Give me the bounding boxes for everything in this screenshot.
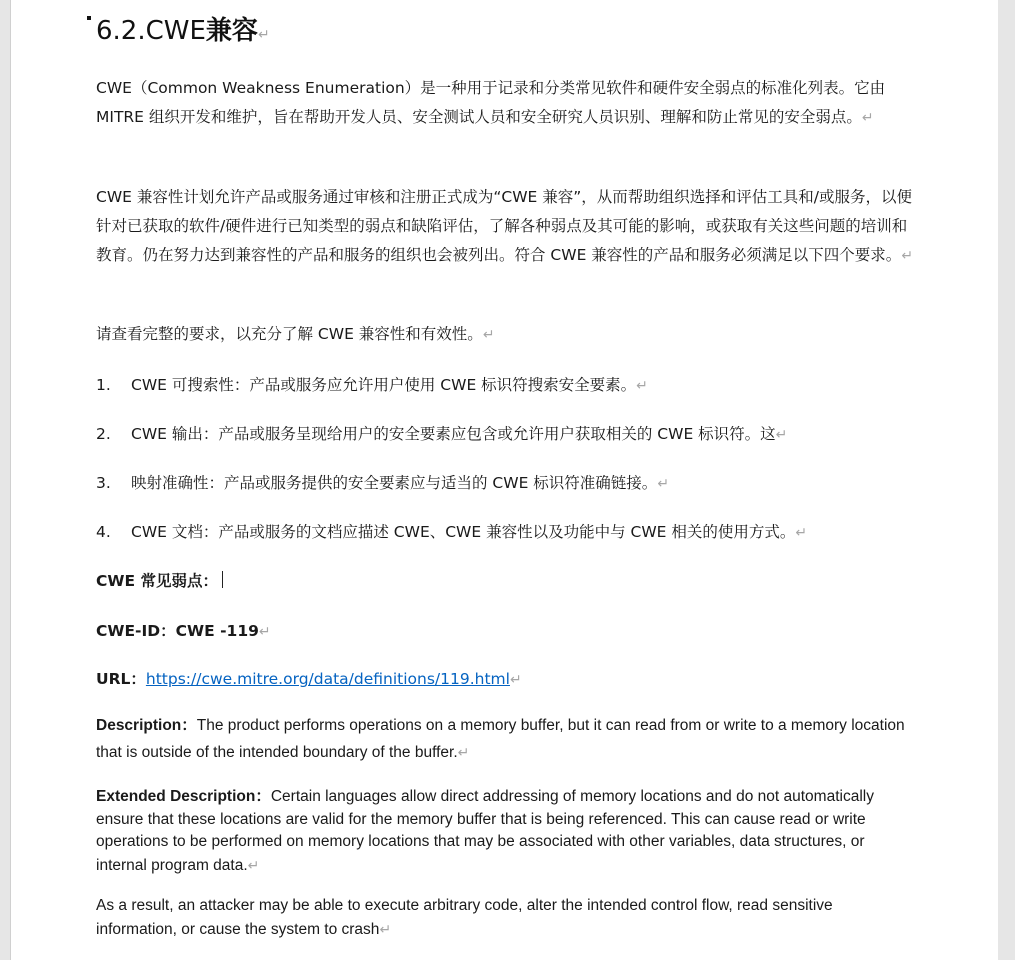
intro-paragraph	[96, 74, 916, 133]
requirement-item-2	[96, 422, 787, 444]
text-cursor	[222, 571, 223, 588]
paragraph-mark-icon: ↵	[457, 744, 470, 760]
paragraph-mark-icon: ↵	[861, 110, 874, 126]
url-label: URL：	[96, 670, 146, 688]
vertical-scrollbar[interactable]	[998, 0, 1015, 960]
paragraph-mark-icon: ↵	[379, 920, 392, 937]
paragraph-mark-icon: ↵	[257, 27, 270, 43]
description-text: The product performs operations on a memory buffer, but it can read from or write to a memory location that is outside of the intended boundary of the buffer.	[96, 717, 905, 761]
list-text: CWE 输出：产品或服务呈现给用户的安全要素应包含或允许用户获取相关的 CWE 标识符。这	[131, 425, 776, 443]
intro-text: CWE（Common Weakness Enumeration）是一种用于记录和分类常见软件和硬件安全弱点的标准化列表。它由 MITRE 组织开发和维护，旨在帮助开发人员、安全测试人员和安全研究人员识别、理解和防止常见的安全弱点。	[96, 79, 886, 126]
list-text: CWE 文档：产品或服务的文档应描述 CWE、CWE 兼容性以及功能中与 CWE 相关的使用方式。	[131, 523, 796, 541]
paragraph-mark-icon: ↵	[775, 427, 788, 443]
list-number: 2.	[96, 425, 111, 443]
weakness-heading-text: CWE 常见弱点：	[96, 572, 218, 590]
paragraph-mark-icon: ↵	[258, 624, 271, 640]
requirement-item-1	[96, 373, 648, 395]
list-text: CWE 可搜索性：产品或服务应允许用户使用 CWE 标识符搜索安全要素。	[131, 376, 637, 394]
result-paragraph	[96, 895, 916, 941]
cwe-id-line	[96, 619, 271, 641]
cwe-id-value: CWE -119	[175, 622, 259, 640]
section-title-latin: CWE	[145, 16, 206, 46]
description-label: Description：	[96, 717, 197, 734]
section-number: 6.2.	[96, 16, 146, 46]
paragraph-mark-icon: ↵	[482, 327, 495, 343]
paragraph-mark-icon: ↵	[509, 672, 522, 688]
result-text: As a result, an attacker may be able to execute arbitrary code, alter the intended control flow, read sensitive information, or cause the system to crash	[96, 897, 833, 938]
url-line	[96, 667, 522, 689]
extended-description-label: Extended Description：	[96, 788, 271, 805]
list-number: 3.	[96, 474, 111, 492]
paragraph-mark-icon: ↵	[247, 856, 260, 873]
paragraph-mark-icon: ↵	[636, 378, 648, 394]
compatibility-paragraph	[96, 183, 916, 271]
section-heading	[96, 10, 270, 47]
heading-bullet-icon	[87, 16, 91, 20]
list-number: 1.	[96, 376, 111, 394]
paragraph-mark-icon: ↵	[901, 248, 914, 264]
extended-description-text: Certain languages allow direct addressing of memory locations and do not automatically ensure that these locations are valid for the memory buffer that is being referenced. This can cause read or write operations to be performed on memory locations that may be associated with other variables, data structures, or internal program data.	[96, 788, 874, 874]
cwe-url-link[interactable]: https://cwe.mitre.org/data/definitions/119.html	[145, 670, 510, 688]
description-paragraph	[96, 713, 916, 766]
review-text: 请查看完整的要求，以充分了解 CWE 兼容性和有效性。	[96, 325, 483, 343]
weakness-heading	[96, 569, 223, 591]
review-paragraph	[96, 320, 916, 350]
list-number: 4.	[96, 523, 111, 541]
document-page	[10, 0, 999, 960]
list-text: 映射准确性：产品或服务提供的安全要素应与适当的 CWE 标识符准确链接。	[131, 474, 658, 492]
requirement-item-4	[96, 520, 807, 542]
paragraph-mark-icon: ↵	[657, 476, 670, 492]
paragraph-mark-icon: ↵	[795, 525, 808, 541]
cwe-id-label: CWE-ID：	[96, 622, 176, 640]
section-title-cjk: 兼容	[205, 16, 258, 46]
compatibility-text: CWE 兼容性计划允许产品或服务通过审核和注册正式成为“CWE 兼容”，从而帮助组织选择和评估工具和/或服务，以便针对已获取的软件/硬件进行已知类型的弱点和缺陷评估，了解各种弱点及其可能的影响，或获取有关这些问题的培训和教育。仍在努力达到兼容性的产品和服务的组织也会被列出。符合 CWE 兼容性的产品和服务必须满足以下四个要求。	[96, 188, 913, 264]
requirement-item-3	[96, 471, 669, 493]
extended-description-paragraph	[96, 786, 916, 877]
